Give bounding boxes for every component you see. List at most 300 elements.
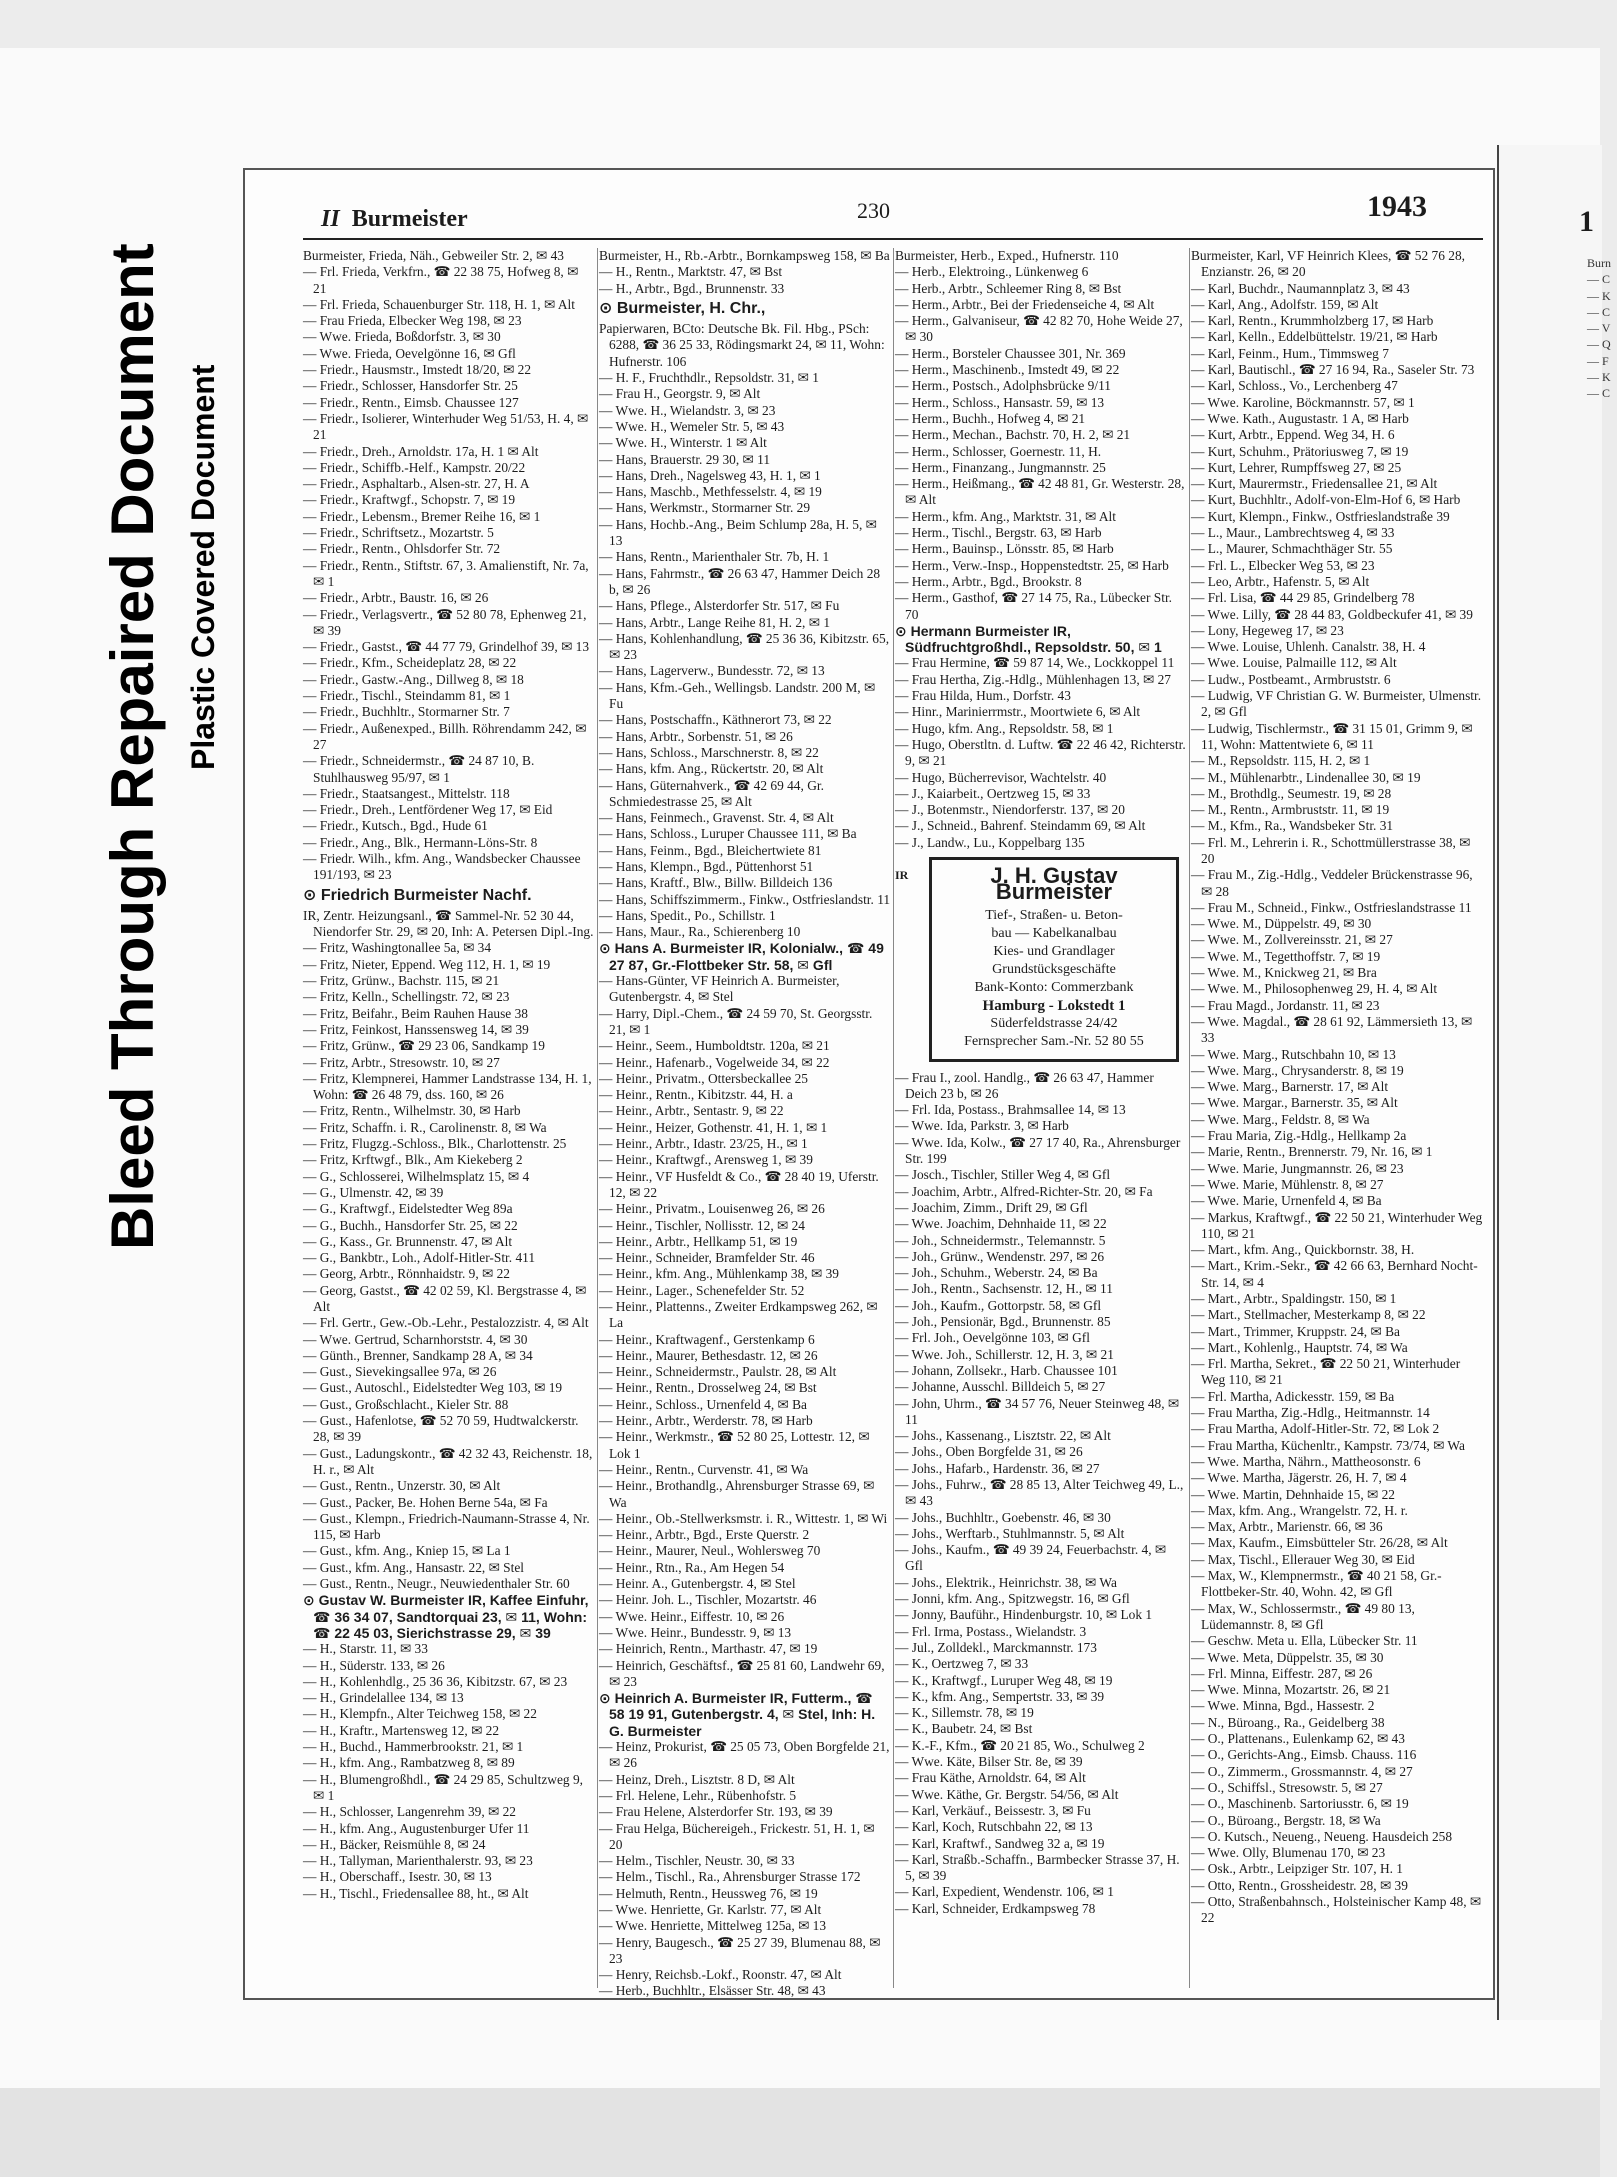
- directory-entry: — Wwe. M., Zollvereinsstr. 21, ✉ 27: [1191, 932, 1393, 948]
- directory-entry: — Frl. Lisa, ☎ 44 29 85, Grindelberg 78: [1191, 590, 1415, 606]
- directory-entry: — G., Schlosserei, Wilhelmsplatz 15, ✉ 4: [303, 1168, 530, 1184]
- directory-entry: — Heinr., Rentn., Kibitzstr. 44, H. a: [599, 1087, 793, 1103]
- directory-entry: — J., Landw., Lu., Koppelbarg 135: [895, 834, 1085, 850]
- directory-entry: — Friedr., Tischl., Steindamm 81, ✉ 1: [303, 688, 511, 704]
- directory-entry: — Frl. Frieda, Verkfrn., ☎ 22 38 75, Hofweg 8, ✉ 21: [303, 264, 579, 296]
- directory-entry: — Wwe. Minna, Bgd., Hassestr. 2: [1191, 1698, 1375, 1714]
- directory-entry: — Johs., Hafarb., Hardenstr. 36, ✉ 27: [895, 1460, 1100, 1476]
- directory-entry: Papierwaren, BCto: Deutsche Bk. Fil. Hbg., PSch: 6288, ☎ 36 25 33, Rödingsmarkt 24, ✉ 11, Wohn: Hufnerstr. 106: [599, 321, 885, 369]
- page-header: [245, 170, 1493, 230]
- directory-entry: — Karl, Bautischl., ☎ 27 16 94, Ra., Saseler Str. 73: [1191, 362, 1475, 378]
- directory-entry: — Wwe. Joachim, Dehnhaide 11, ✉ 22: [895, 1216, 1107, 1232]
- directory-entry: — Herm., Schloss., Hansastr. 59, ✉ 13: [895, 394, 1105, 410]
- column-3: [895, 248, 1187, 1988]
- directory-entry: — Fritz, Schaffn. i. R., Carolinenstr. 8, ✉ Wa: [303, 1119, 547, 1135]
- directory-entry: — Friedr., Gastst., ☎ 44 77 79, Grindelhof 39, ✉ 13: [303, 639, 590, 655]
- directory-entry: — Leo, Arbtr., Hafenstr. 5, ✉ Alt: [1191, 573, 1370, 589]
- directory-entry: — Georg, Gastst., ☎ 42 02 59, Kl. Bergstrasse 4, ✉ Alt: [303, 1282, 587, 1314]
- directory-entry: — Hans, Schiffszimmerm., Finkw., Ostfrieslandstr. 11: [599, 891, 891, 907]
- directory-entry: — Herm., Galvaniseur, ☎ 42 82 70, Hohe Weide 27, ✉ 30: [895, 313, 1183, 345]
- directory-entry: — Gust., Autoschl., Eidelstedter Weg 103, ✉ 19: [303, 1380, 563, 1396]
- directory-entry: — H. F., Fruchthdlr., Repsoldstr. 31, ✉ 1: [599, 370, 819, 386]
- directory-entry: — Gust., Großschlacht., Kieler Str. 88: [303, 1396, 509, 1412]
- directory-entry: — Heinr., Plattenns., Zweiter Erdkampsweg 262, ✉ La: [599, 1299, 878, 1331]
- directory-entry: — Max, Kaufm., Eimsbütteler Str. 26/28, ✉ Alt: [1191, 1535, 1448, 1551]
- directory-entry: — Wwe. Martha, Nährn., Mattheosonstr. 6: [1191, 1453, 1421, 1469]
- directory-entry: — O. Kutsch., Neueng., Neueng. Hausdeich 258: [1191, 1828, 1453, 1844]
- column-3-top: [895, 248, 1187, 851]
- directory-entry: — H., Kraftr., Martensweg 12, ✉ 22: [303, 1722, 500, 1738]
- directory-entry: — Wwe. Gertrud, Scharnhorststr. 4, ✉ 30: [303, 1331, 528, 1347]
- directory-entry: — Friedr., Dreh., Arnoldstr. 17a, H. 1 ✉ Alt: [303, 443, 539, 459]
- directory-entry: — Frau Käthe, Arnoldstr. 64, ✉ Alt: [895, 1770, 1086, 1786]
- directory-entry: — O., Schiffsl., Stresowstr. 5, ✉ 27: [1191, 1779, 1383, 1795]
- directory-entry: — Johs., Buchhltr., Goebenstr. 46, ✉ 30: [895, 1509, 1111, 1525]
- adjacent-page: [1497, 145, 1611, 2020]
- directory-entry: — Karl, Kelln., Eddelbüttelstr. 19/21, ✉ Harb: [1191, 329, 1438, 345]
- directory-entry: — Fritz, Feinkost, Hanssensweg 14, ✉ 39: [303, 1021, 529, 1037]
- directory-entry: — Frau Frieda, Elbecker Weg 198, ✉ 23: [303, 313, 522, 329]
- column-divider: [1189, 248, 1190, 1988]
- directory-entry: — Geschw. Meta u. Ella, Lübecker Str. 11: [1191, 1633, 1418, 1649]
- directory-entry: — Heinr., Hafenarb., Vogelweide 34, ✉ 22: [599, 1054, 830, 1070]
- directory-entry: — Heinrich, Geschäftsf., ☎ 25 81 60, Landwehr 69, ✉ 23: [599, 1657, 885, 1689]
- directory-entry: — Frl. Gertr., Gew.-Ob.-Lehr., Pestalozzistr. 4, ✉ Alt: [303, 1315, 589, 1331]
- advert-wrapper: [895, 857, 1187, 1062]
- directory-entry: — Hinr., Marinierrmstr., Moortwiete 6, ✉ Alt: [895, 704, 1141, 720]
- directory-entry: — Kurt, Klempn., Finkw., Ostfrieslandstraße 39: [1191, 508, 1450, 524]
- directory-entry: — Herm., Maschinenb., Imstedt 49, ✉ 22: [895, 362, 1120, 378]
- directory-entry: — O., Zimmerm., Grossmannstr. 4, ✉ 27: [1191, 1763, 1413, 1779]
- directory-entry: — Herm., Postsch., Adolphsbrücke 9/11: [895, 378, 1111, 394]
- directory-entry: — Hans, Brauerstr. 29 30, ✉ 11: [599, 451, 771, 467]
- directory-entry: Burmeister, Frieda, Näh., Gebweiler Str. 2, ✉ 43: [303, 248, 564, 263]
- directory-entry: — Wwe. Kath., Augustastr. 1 A, ✉ Harb: [1191, 410, 1409, 426]
- directory-entry: — O., Maschinenb. Sartoriusstr. 6, ✉ 19: [1191, 1796, 1409, 1812]
- directory-entry: ⊙ Burmeister, H. Chr.,: [599, 299, 766, 317]
- directory-entry: — Mart., kfm. Ang., Quickbornstr. 38, H.: [1191, 1242, 1415, 1258]
- directory-entry: — Friedr., Rentn., Stiftstr. 67, 3. Amalienstift, Nr. 7a, ✉ 1: [303, 557, 589, 589]
- advert-line: Tief-, Straßen- u. Beton-: [985, 907, 1123, 923]
- directory-entry: — Frau H., Georgstr. 9, ✉ Alt: [599, 386, 761, 402]
- directory-entry: — Markus, Kraftwgf., ☎ 22 50 21, Winterhuder Weg 110, ✉ 21: [1191, 1209, 1483, 1241]
- directory-entry: — Heinr., Brothandlg., Ahrensburger Strasse 69, ✉ Wa: [599, 1478, 875, 1510]
- directory-entry: — H., Oberschaff., Isestr. 30, ✉ 13: [303, 1869, 492, 1885]
- adjacent-page-fragments: [1587, 255, 1617, 402]
- directory-entry: — Fritz, Grünw., ☎ 29 23 06, Sandkamp 19: [303, 1038, 545, 1054]
- directory-entry: — Fritz, Beifahr., Beim Rauhen Hause 38: [303, 1005, 528, 1021]
- directory-entry: — Friedr., Schlosser, Hansdorfer Str. 25: [303, 378, 518, 394]
- page-number: 230: [857, 198, 890, 223]
- directory-entry: — Wwe. Henriette, Gr. Karlstr. 77, ✉ Alt: [599, 1901, 822, 1917]
- directory-entry: — Fritz, Flugzg.-Schloss., Blk., Charlottenstr. 25: [303, 1136, 567, 1152]
- directory-entry: — Frl. Ida, Postass., Brahmsallee 14, ✉ 13: [895, 1102, 1126, 1118]
- directory-entry: — Frau Martha, Zig.-Hdlg., Heitmannstr. 14: [1191, 1405, 1430, 1421]
- directory-entry: — Hans, Arbtr., Sorbenstr. 51, ✉ 26: [599, 728, 793, 744]
- directory-entry: — Johs., Oben Borgfelde 31, ✉ 26: [895, 1444, 1083, 1460]
- directory-entry: — Friedr., Rentn., Eimsb. Chaussee 127: [303, 394, 519, 410]
- directory-entry: — Heinr., Arbtr., Werderstr. 78, ✉ Harb: [599, 1413, 813, 1429]
- directory-entry: — Marie, Rentn., Brennerstr. 79, Nr. 16, ✉ 1: [1191, 1144, 1433, 1160]
- directory-entry: — Max, kfm. Ang., Wrangelstr. 72, H. r.: [1191, 1502, 1408, 1518]
- directory-entry: — Hans, kfm. Ang., Rückertstr. 20, ✉ Alt: [599, 761, 824, 777]
- directory-entry: — J., Botenmstr., Niendorferstr. 137, ✉ 20: [895, 802, 1125, 818]
- directory-entry: — Hans, Feinmech., Gravenst. Str. 4, ✉ Alt: [599, 810, 834, 826]
- directory-entry: — Heinr., Rentn., Curvenstr. 41, ✉ Wa: [599, 1461, 809, 1477]
- directory-entry: — Friedr., Gastw.-Ang., Dillweg 8, ✉ 18: [303, 671, 524, 687]
- directory-entry: — Heinr., Heizer, Gothenstr. 41, H. 1, ✉ 1: [599, 1119, 828, 1135]
- column-3-bottom: [895, 1070, 1187, 1917]
- directory-entry: — Heinr., Ob.-Stellwerksmstr. i. R., Wittestr. 1, ✉ Wi: [599, 1510, 888, 1526]
- directory-entry: — Gust., Rentn., Neugr., Neuwiedenthaler Str. 60: [303, 1576, 570, 1592]
- header-rule: [303, 238, 1483, 240]
- directory-entry: — Heinr., Werkmstr., ☎ 52 80 25, Lottestr. 12, ✉ Lok 1: [599, 1429, 870, 1461]
- directory-entry: — Herm., Buchh., Hofweg 4, ✉ 21: [895, 410, 1086, 426]
- advert-line: Kies- und Grandlager: [993, 943, 1115, 959]
- directory-entry: — Frau Hertha, Zig.-Hdlg., Mühlenhagen 13, ✉ 27: [895, 671, 1172, 687]
- directory-entry: — Heinr., Arbtr., Idastr. 23/25, H., ✉ 1: [599, 1136, 808, 1152]
- directory-entry: — Herm., Mechan., Bachstr. 70, H. 2, ✉ 21: [895, 427, 1131, 443]
- directory-entry: — Frl. M., Lehrerin i. R., Schottmüllerstrasse 38, ✉ 20: [1191, 834, 1471, 866]
- directory-entry: — Frl. Martha, Sekret., ☎ 22 50 21, Winterhuder Weg 110, ✉ 21: [1191, 1356, 1461, 1388]
- directory-entry: — H., Arbtr., Bgd., Brunnenstr. 33: [599, 280, 785, 296]
- directory-entry: — Johs., Kaufm., ☎ 49 39 24, Feuerbachstr. 4, ✉ Gfl: [895, 1542, 1167, 1574]
- directory-entry: — Frl. Minna, Eiffestr. 287, ✉ 26: [1191, 1665, 1373, 1681]
- directory-entry: Burmeister, Karl, VF Heinrich Klees, ☎ 52 76 28, Enzianstr. 26, ✉ 20: [1191, 248, 1465, 280]
- directory-entry: — Mart., Kohlenlg., Hauptstr. 74, ✉ Wa: [1191, 1339, 1408, 1355]
- directory-entry: — Frau Hermine, ☎ 59 87 14, We., Lockkoppel 11: [895, 655, 1175, 671]
- directory-entry: — Hans, Kohlenhandlung, ☎ 25 36 36, Kibitzstr. 65, ✉ 23: [599, 630, 890, 663]
- directory-entry: — Wwe. M., Knickweg 21, ✉ Bra: [1191, 965, 1377, 981]
- directory-entry: — Wwe. Frieda, Boßdorfstr. 3, ✉ 30: [303, 329, 501, 345]
- directory-entry: — K., Baubetr. 24, ✉ Bst: [895, 1721, 1033, 1737]
- directory-entry: — Johs., Elektrik., Heinrichstr. 38, ✉ Wa: [895, 1574, 1117, 1590]
- directory-entry: — Herm., kfm. Ang., Marktstr. 31, ✉ Alt: [895, 508, 1116, 524]
- directory-entry: — Wwe. Margar., Barnerstr. 35, ✉ Alt: [1191, 1095, 1398, 1111]
- directory-entry: — Frl. Frieda, Schauenburger Str. 118, H. 1, ✉ Alt: [303, 296, 575, 312]
- directory-entry: — Frl. Joh., Oevelgönne 103, ✉ Gfl: [895, 1330, 1090, 1346]
- directory-entry: — Wwe. M., Düppelstr. 49, ✉ 30: [1191, 916, 1372, 932]
- directory-entry: — Mart., Trimmer, Kruppstr. 24, ✉ Ba: [1191, 1323, 1400, 1339]
- directory-entry: — Johs., Kassenang., Lisztstr. 22, ✉ Alt: [895, 1428, 1111, 1444]
- directory-entry: — H., kfm. Ang., Augustenburger Ufer 11: [303, 1820, 530, 1836]
- directory-entry: — Karl, Rentn., Krummholzberg 17, ✉ Harb: [1191, 313, 1434, 329]
- directory-entry: — Heinr., Rtn., Ra., Am Hegen 54: [599, 1559, 785, 1575]
- directory-entry: — Frau Martha, Küchenltr., Kampstr. 73/74, ✉ Wa: [1191, 1437, 1465, 1453]
- directory-entry: — Herm., Verw.-Insp., Hoppenstedtstr. 25, ✉ Harb: [895, 557, 1169, 573]
- directory-entry: — Wwe. Marg., Barnerstr. 17, ✉ Alt: [1191, 1079, 1389, 1095]
- column-divider: [893, 248, 894, 1988]
- directory-entry: — Gust., Packer, Be. Hohen Berne 54a, ✉ Fa: [303, 1494, 548, 1510]
- directory-entry: — Heinz, Dreh., Lisztstr. 8 D, ✉ Alt: [599, 1771, 795, 1787]
- directory-entry: — Hans, Lagerverw., Bundesstr. 72, ✉ 13: [599, 663, 825, 679]
- adjacent-page-number: 1: [1579, 205, 1594, 238]
- directory-entry: — J., Kaiarbeit., Oertzweg 15, ✉ 33: [895, 785, 1091, 801]
- directory-entry: — J., Schneid., Bahrenf. Steindamm 69, ✉ Alt: [895, 818, 1146, 834]
- advert-line: Hamburg - Lokstedt 1: [982, 997, 1126, 1014]
- directory-entry: — Johs., Werftarb., Stuhlmannstr. 5, ✉ Alt: [895, 1525, 1125, 1541]
- directory-entry: — M., Mühlenarbtr., Lindenallee 30, ✉ 19: [1191, 769, 1421, 785]
- directory-entry: — Fritz, Grünw., Bachstr. 115, ✉ 21: [303, 973, 500, 989]
- directory-entry: — Friedr., Kutsch., Bgd., Hude 61: [303, 818, 488, 834]
- directory-entry: — Hans, Feinm., Bgd., Bleichertwiete 81: [599, 842, 822, 858]
- advert-title: J. H. Gustav Burmeister: [990, 862, 1118, 905]
- bleed-through-label: Bleed Through Repaired Document: [99, 243, 166, 1250]
- directory-entry: — Frl. Helene, Lehr., Rübenhofstr. 5: [599, 1787, 797, 1803]
- directory-entry: — Joachim, Zimm., Drift 29, ✉ Gfl: [895, 1199, 1088, 1215]
- advert-line: Süderfeldstrasse 24/42: [990, 1015, 1118, 1031]
- directory-entry: — Herm., Bauinsp., Lönsstr. 85, ✉ Harb: [895, 541, 1114, 557]
- column-4: [1191, 248, 1483, 1988]
- directory-entry: — Heinr., Schloss., Urnenfeld 4, ✉ Ba: [599, 1396, 807, 1412]
- directory-entry: — Hans, Arbtr., Lange Reihe 81, H. 2, ✉ 1: [599, 614, 831, 630]
- directory-entry: — O., Büroang., Bergstr. 18, ✉ Wa: [1191, 1812, 1381, 1828]
- directory-entry: — Wwe. Frieda, Oevelgönne 16, ✉ Gfl: [303, 345, 516, 361]
- directory-entry: — Karl, Ang., Adolfstr. 159, ✉ Alt: [1191, 296, 1379, 312]
- directory-entry: — Karl, Schneider, Erdkampsweg 78: [895, 1900, 1096, 1916]
- directory-entry: — Wwe. Lilly, ☎ 28 44 83, Goldbeckufer 41, ✉ 39: [1191, 606, 1473, 622]
- directory-entry: — Frau I., zool. Handlg., ☎ 26 63 47, Hammer Deich 23 b, ✉ 26: [895, 1069, 1154, 1101]
- directory-entry: — Henry, Baugesch., ☎ 25 27 39, Blumenau 88, ✉ 23: [599, 1934, 881, 1966]
- directory-entry: — Friedr., Hausmstr., Imstedt 18/20, ✉ 22: [303, 362, 532, 378]
- directory-entry: — Friedr., Rentn., Ohlsdorfer Str. 72: [303, 541, 501, 557]
- directory-entry: — Kurt, Maurermstr., Friedensallee 21, ✉ Alt: [1191, 476, 1438, 492]
- directory-entry: — Heinr., VF Husfeldt & Co., ☎ 28 40 19, Uferstr. 12, ✉ 22: [599, 1168, 879, 1200]
- directory-entry: — Helmuth, Rentn., Heussweg 76, ✉ 19: [599, 1885, 818, 1901]
- directory-entry: — Frl. Irma, Postass., Wielandstr. 3: [895, 1623, 1087, 1639]
- directory-entry: — Johann, Zollsekr., Harb. Chaussee 101: [895, 1362, 1118, 1378]
- directory-entry: — Hans, Werkmstr., Stormarner Str. 29: [599, 500, 811, 516]
- directory-entry: — H., Starstr. 11, ✉ 33: [303, 1641, 428, 1657]
- directory-entry: — Wwe. Heinr., Bundesstr. 9, ✉ 13: [599, 1624, 792, 1640]
- directory-entry: — O., Plattenans., Eulenkamp 62, ✉ 43: [1191, 1731, 1405, 1747]
- section-number: II: [321, 206, 340, 232]
- directory-entry: — Wwe. Marie, Urnenfeld 4, ✉ Ba: [1191, 1193, 1382, 1209]
- directory-entry: — Gust., Rentn., Unzerstr. 30, ✉ Alt: [303, 1478, 501, 1494]
- directory-entry: — Frau Magd., Jordanstr. 11, ✉ 23: [1191, 997, 1380, 1013]
- directory-entry: — H., Schlosser, Langenrehm 39, ✉ 22: [303, 1804, 516, 1820]
- directory-entry: — Wwe. Magdal., ☎ 28 61 92, Lämmersieth 13, ✉ 33: [1191, 1013, 1473, 1046]
- directory-entry: — Wwe. Karoline, Böckmannstr. 57, ✉ 1: [1191, 394, 1415, 410]
- directory-entry: — Herm., Schlosser, Goernestr. 11, H.: [895, 443, 1102, 459]
- adjacent-page-fragment: Burn: [1587, 256, 1611, 270]
- adjacent-page-fragment: — C: [1587, 304, 1611, 319]
- adjacent-page-fragment: — K: [1587, 370, 1611, 385]
- directory-entry: — G., Buchh., Hansdorfer Str. 25, ✉ 22: [303, 1217, 518, 1233]
- directory-entry: — H., Tischl., Friedensallee 88, ht., ✉ Alt: [303, 1885, 529, 1901]
- directory-entry: — Friedr., Schriftsetz., Mozartstr. 5: [303, 525, 494, 541]
- directory-entry: — Ludwig, VF Christian G. W. Burmeister, Ulmenstr. 2, ✉ Gfl: [1191, 688, 1482, 720]
- directory-entry: — Wwe. Minna, Mozartstr. 26, ✉ 21: [1191, 1682, 1391, 1698]
- directory-entry: — Wwe. H., Winterstr. 1 ✉ Alt: [599, 435, 767, 451]
- directory-entry: ⊙ Heinrich A. Burmeister IR, Futterm., ☎ 58 19 91, Gutenbergstr. 4, ✉ Stel, Inh: H. G. Burmeister: [599, 1690, 876, 1739]
- directory-entry: — Wwe. Joh., Schillerstr. 12, H. 3, ✉ 21: [895, 1346, 1114, 1362]
- directory-entry: — L., Maurer, Schmachthäger Str. 55: [1191, 541, 1393, 557]
- directory-entry: — H., Buchd., Hammerbrookstr. 21, ✉ 1: [303, 1739, 524, 1755]
- directory-entry: — Herm., Finanzang., Jungmannstr. 25: [895, 459, 1106, 475]
- directory-entry: — H., Bäcker, Reismühle 8, ✉ 24: [303, 1836, 486, 1852]
- directory-entry: — Friedr., Ang., Blk., Hermann-Löns-Str. 8: [303, 834, 538, 850]
- directory-entry: — Heinr., Seem., Humboldtstr. 120a, ✉ 21: [599, 1038, 830, 1054]
- directory-entry: — Heinz, Prokurist, ☎ 25 05 73, Oben Borgfelde 21, ✉ 26: [599, 1739, 890, 1771]
- directory-entry: — Mart., Stellmacher, Mesterkamp 8, ✉ 22: [1191, 1307, 1426, 1323]
- directory-entry: — Frl. L., Elbecker Weg 53, ✉ 23: [1191, 557, 1375, 573]
- directory-entry: IR, Zentr. Heizungsanl., ☎ Sammel-Nr. 52 30 44, Niendorfer Str. 29, ✉ 20, Inh: A. Petersen Dipl.-Ing.: [303, 907, 594, 940]
- directory-entry: — Hans, Pflege., Alsterdorfer Str. 517, ✉ Fu: [599, 598, 840, 614]
- directory-entry: — Friedr., Lebensm., Bremer Reihe 16, ✉ 1: [303, 508, 541, 524]
- directory-entry: — M., Kfm., Ra., Wandsbeker Str. 31: [1191, 818, 1394, 834]
- directory-entry: — Herb., Arbtr., Schleemer Ring 8, ✉ Bst: [895, 280, 1122, 296]
- directory-entry: — K., Kraftwgf., Luruper Weg 48, ✉ 19: [895, 1672, 1113, 1688]
- directory-entry: — Helm., Tischler, Neustr. 30, ✉ 33: [599, 1853, 795, 1869]
- directory-entry: — Jonni, kfm. Ang., Spitzwegstr. 16, ✉ Gfl: [895, 1591, 1130, 1607]
- directory-entry: — Fritz, Washingtonallee 5a, ✉ 34: [303, 940, 492, 956]
- directory-entry: — Johanne, Ausschl. Billdeich 5, ✉ 27: [895, 1379, 1106, 1395]
- directory-entry: — Friedr., Schneidermstr., ☎ 24 87 10, B. Stuhlhausweg 95/97, ✉ 1: [303, 753, 535, 785]
- directory-entry: — Hans, Dreh., Nagelsweg 43, H. 1, ✉ 1: [599, 467, 821, 483]
- directory-entry: — Ludwig, Tischlermstr., ☎ 31 15 01, Grimm 9, ✉ 11, Wohn: Mattentwiete 6, ✉ 11: [1191, 720, 1473, 752]
- directory-entry: — Heinr. Joh. L., Tischler, Mozartstr. 46: [599, 1592, 817, 1608]
- directory-entry: — Gust., Sievekingsallee 97a, ✉ 26: [303, 1364, 497, 1380]
- directory-entry: — Wwe. H., Wielandstr. 3, ✉ 23: [599, 402, 776, 418]
- directory-entry: — Frau M., Schneid., Finkw., Ostfrieslandstrasse 11: [1191, 899, 1472, 915]
- directory-entry: — Hans, Schloss., Luruper Chaussee 111, ✉ Ba: [599, 826, 857, 842]
- directory-entry: — Frau Helene, Alsterdorfer Str. 193, ✉ 39: [599, 1804, 833, 1820]
- directory-entry: — Wwe. Marie, Mühlenstr. 8, ✉ 27: [1191, 1176, 1384, 1192]
- directory-entry: — Friedr., Arbtr., Baustr. 16, ✉ 26: [303, 590, 489, 606]
- directory-entry: — M., Repsoldstr. 115, H. 2, ✉ 1: [1191, 753, 1371, 769]
- directory-entry: — G., Kass., Gr. Brunnenstr. 47, ✉ Alt: [303, 1233, 513, 1249]
- directory-entry: — Hans, Kraftf., Blw., Billw. Billdeich 136: [599, 875, 833, 891]
- directory-entry: — Max, Arbtr., Marienstr. 66, ✉ 36: [1191, 1519, 1383, 1535]
- directory-entry: — Hans, Schloss., Marschnerstr. 8, ✉ 22: [599, 744, 819, 760]
- adjacent-page-fragment: — K: [1587, 288, 1611, 303]
- directory-entry: — Jul., Zolldekl., Marckmannstr. 173: [895, 1639, 1097, 1655]
- directory-entry: — Friedr., Verlagsvertr., ☎ 52 80 78, Ephenweg 21, ✉ 39: [303, 606, 587, 638]
- directory-entry: — Heinr., Privatm., Louisenweg 26, ✉ 26: [599, 1201, 825, 1217]
- directory-entry: — Gust., Hafenlotse, ☎ 52 70 59, Hudtwalckerstr. 28, ✉ 39: [303, 1413, 579, 1445]
- directory-entry: — Karl, Feinm., Hum., Timmsweg 7: [1191, 345, 1389, 361]
- advert-line: bau — Kabelkanalbau: [991, 925, 1117, 941]
- directory-entry: — Jonny, Bauführ., Hindenburgstr. 10, ✉ Lok 1: [895, 1607, 1153, 1623]
- directory-entry: — Hans, Maur., Ra., Schierenberg 10: [599, 924, 801, 940]
- directory-entry: — Herm., Arbtr., Bei der Friedenseiche 4, ✉ Alt: [895, 296, 1155, 312]
- directory-entry: — Otto, Rentn., Grossheidestr. 28, ✉ 39: [1191, 1877, 1408, 1893]
- directory-entry: — Heinr. A., Gutenbergstr. 4, ✉ Stel: [599, 1576, 796, 1592]
- directory-entry: — Heinrich, Rentn., Marthastr. 47, ✉ 19: [599, 1641, 818, 1657]
- directory-entry: — Karl, Buchdr., Naumannplatz 3, ✉ 43: [1191, 280, 1410, 296]
- directory-entry: — Lony, Hegeweg 17, ✉ 23: [1191, 622, 1344, 638]
- directory-entry: — Mart., Arbtr., Spaldingstr. 150, ✉ 1: [1191, 1291, 1397, 1306]
- directory-entry: — Joh., Pensionär, Bgd., Brunnenstr. 85: [895, 1314, 1111, 1330]
- directory-entry: — Heinr., Tischler, Nollisstr. 12, ✉ 24: [599, 1217, 805, 1233]
- directory-entry: — N., Büroang., Ra., Geidelberg 38: [1191, 1714, 1385, 1730]
- directory-entry: — Wwe. Louise, Uhlenh. Canalstr. 38, H. 4: [1191, 639, 1426, 655]
- advert-line: Fernsprecher Sam.-Nr. 52 80 55: [964, 1033, 1144, 1049]
- adjacent-page-fragment: — F: [1587, 353, 1609, 368]
- directory-entry: — Kurt, Buchhltr., Adolf-von-Elm-Hof 6, ✉ Harb: [1191, 492, 1461, 508]
- directory-entry: — Wwe. Meta, Düppelstr. 35, ✉ 30: [1191, 1649, 1384, 1665]
- directory-entry: — H., Blumengroßhdl., ☎ 24 29 85, Schultzweg 9, ✉ 1: [303, 1771, 584, 1803]
- directory-entry: — Wwe. M., Philosophenweg 29, H. 4, ✉ Alt: [1191, 981, 1438, 997]
- directory-entry: — Friedr., Staatsangest., Mittelstr. 118: [303, 785, 510, 801]
- directory-entry: — Wwe. Heinr., Eiffestr. 10, ✉ 26: [599, 1608, 785, 1624]
- directory-entry: — Gust., Klempn., Friedrich-Naumann-Strasse 4, Nr. 115, ✉ Harb: [303, 1510, 590, 1543]
- directory-entry: — Wwe. Ida, Parkstr. 3, ✉ Harb: [895, 1118, 1069, 1134]
- directory-entry: — Herm., Borsteler Chaussee 301, Nr. 369: [895, 345, 1126, 361]
- directory-entry: — Mart., Krim.-Sekr., ☎ 42 66 63, Bernhard Nocht-Str. 14, ✉ 4: [1191, 1258, 1478, 1290]
- advert-box: [929, 857, 1179, 1062]
- directory-entry: — Fritz, Krftwgf., Blk., Am Kiekeberg 2: [303, 1152, 523, 1168]
- directory-entry: — Hugo, Oberstltn. d. Luftw. ☎ 22 46 42, Richterstr. 9, ✉ 21: [895, 736, 1186, 769]
- directory-entry: ⊙ Hermann Burmeister IR, Südfruchtgroßhdl., Repsoldstr. 50, ✉ 1: [895, 622, 1162, 656]
- directory-entry: — H., Rentn., Marktstr. 47, ✉ Bst: [599, 264, 783, 280]
- directory-entry: — Karl, Koch, Rutschbahn 22, ✉ 13: [895, 1819, 1093, 1835]
- directory-entry: Burmeister, Herb., Exped., Hufnerstr. 110: [895, 248, 1119, 263]
- directory-entry: — H., kfm. Ang., Rambatzweg 8, ✉ 89: [303, 1755, 515, 1771]
- directory-entry: — Helm., Tischl., Ra., Ahrensburger Strasse 172: [599, 1869, 861, 1885]
- directory-entry: — Wwe. Louise, Palmaille 112, ✉ Alt: [1191, 655, 1397, 671]
- directory-entry: — Heinr., Rentn., Drosselweg 24, ✉ Bst: [599, 1380, 817, 1396]
- directory-entry: — K., Oertzweg 7, ✉ 33: [895, 1656, 1029, 1672]
- directory-entry: — Heinr., Arbtr., Hellkamp 51, ✉ 19: [599, 1233, 798, 1249]
- directory-entry: — H., Klempfn., Alter Teichweg 158, ✉ 22: [303, 1706, 537, 1722]
- directory-entry: — Max, Tischl., Ellerauer Weg 30, ✉ Eid: [1191, 1551, 1415, 1567]
- directory-entry: — Heinr., Maurer, Neul., Wohlersweg 70: [599, 1543, 821, 1559]
- directory-entry: — Friedr. Wilh., kfm. Ang., Wandsbecker Chaussee 191/193, ✉ 23: [303, 850, 581, 883]
- directory-entry: — Max, W., Klempnermstr., ☎ 40 21 58, Gr.-Flottbeker-Str. 40, Wohn. 42, ✉ Gfl: [1191, 1568, 1442, 1600]
- running-head-name: Burmeister: [351, 206, 468, 232]
- directory-entry: — Joh., Schuhm., Weberstr. 24, ✉ Ba: [895, 1265, 1098, 1281]
- directory-entry: — Friedr., Isolierer, Winterhuder Weg 51/53, H. 4, ✉ 21: [303, 410, 589, 443]
- directory-entry: — Karl, Schloss., Vo., Lerchenberg 47: [1191, 378, 1398, 394]
- directory-entry: — H., Grindelallee 134, ✉ 13: [303, 1690, 464, 1706]
- directory-entry: — Fritz, Nieter, Eppend. Weg 112, H. 1, ✉ 19: [303, 956, 551, 972]
- adjacent-page-fragment: — Q: [1587, 337, 1611, 352]
- directory-entry: — Frau Maria, Zig.-Hdlg., Hellkamp 2a: [1191, 1128, 1407, 1144]
- directory-entry: — Joh., Rentn., Sachsenstr. 12, H., ✉ 11: [895, 1281, 1113, 1297]
- directory-entry: — Otto, Straßenbahnsch., Holsteinischer Kamp 48, ✉ 22: [1191, 1893, 1482, 1926]
- directory-entry: — Karl, Verkäuf., Beissestr. 3, ✉ Fu: [895, 1802, 1091, 1818]
- directory-entry: — Heinr., Kraftwgf., Arensweg 1, ✉ 39: [599, 1152, 813, 1168]
- directory-entry: — Heinr., Privatm., Ottersbeckallee 25: [599, 1070, 808, 1086]
- directory-entry: — Friedr., Kraftwgf., Schopstr. 7, ✉ 19: [303, 492, 516, 508]
- directory-entry: — Heinr., Schneider, Bramfelder Str. 46: [599, 1250, 815, 1266]
- directory-entry: — Friedr., Kfm., Scheideplatz 28, ✉ 22: [303, 655, 517, 671]
- directory-entry: — Heinr., Kraftwagenf., Gerstenkamp 6: [599, 1331, 815, 1347]
- column-2: [599, 248, 891, 1999]
- directory-entry: — Fritz, Klempnerei, Hammer Landstrasse 134, H. 1, Wohn: ☎ 26 48 79, dss. 160, ✉ 26: [303, 1070, 592, 1103]
- directory-entry: — Harry, Dipl.-Chem., ☎ 24 59 70, St. Georgsstr. 21, ✉ 1: [599, 1005, 873, 1037]
- directory-entry: — O., Gerichts-Ang., Eimsb. Chauss. 116: [1191, 1747, 1417, 1763]
- directory-entry: — K., kfm. Ang., Sempertstr. 33, ✉ 39: [895, 1688, 1105, 1704]
- directory-entry: — Fritz, Kelln., Schellingstr. 72, ✉ 23: [303, 989, 510, 1005]
- directory-entry: — Frau Martha, Adolf-Hitler-Str. 72, ✉ Lok 2: [1191, 1421, 1440, 1437]
- adjacent-page-fragment: — C: [1587, 272, 1611, 287]
- directory-entry: — Karl, Straßb.-Schaffn., Barmbecker Strasse 37, H. 5, ✉ 39: [895, 1851, 1180, 1884]
- year: 1943: [1367, 190, 1427, 223]
- adjacent-page-fragment: — C: [1587, 386, 1611, 401]
- directory-entry: — Frau M., Zig.-Hdlg., Veddeler Brückenstrasse 96, ✉ 28: [1191, 867, 1473, 899]
- directory-entry: — Joh., Schneidermstr., Telemannstr. 5: [895, 1232, 1106, 1248]
- directory-entry: — Wwe. Marg., Chrysanderstr. 8, ✉ 19: [1191, 1062, 1404, 1078]
- directory-entry: — H., Tallyman, Marienthalerstr. 93, ✉ 23: [303, 1853, 533, 1869]
- directory-entry: — Wwe. Marie, Jungmannstr. 26, ✉ 23: [1191, 1160, 1404, 1176]
- directory-entry: — Kurt, Lehrer, Rumpffsweg 27, ✉ 25: [1191, 459, 1402, 475]
- adjacent-page-fragment: — V: [1587, 321, 1611, 336]
- directory-entry: — K.-F., Kfm., ☎ 20 21 85, Wo., Schulweg 2: [895, 1737, 1145, 1753]
- directory-entry: — Johs., Fuhrw., ☎ 28 85 13, Alter Teichweg 49, L., ✉ 43: [895, 1477, 1184, 1509]
